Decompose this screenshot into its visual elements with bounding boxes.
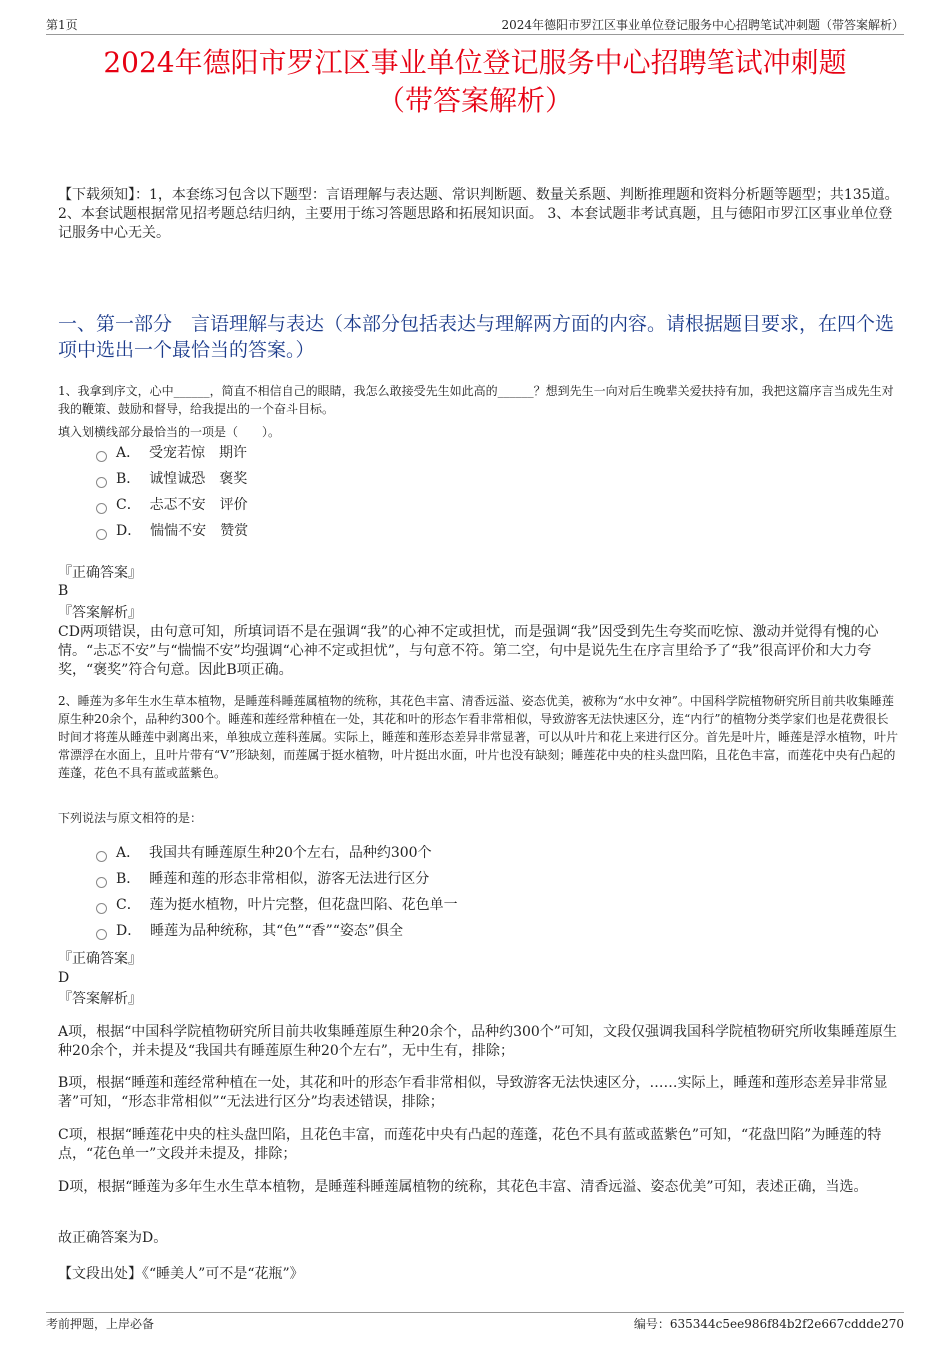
- q2-analysis-c: C项，根据“睡莲花中央的柱头盘凹陷，且花色丰富，而莲花中央有凸起的莲蓬，花色不具有蓝或蓝紫色”可知，“花盘凹陷”为睡莲的特点，“花色单一”文段并未提及，排除；: [58, 1127, 882, 1162]
- q2-option-b[interactable]: B． 睡莲和莲的形态非常相似，游客无法进行区分: [96, 868, 429, 890]
- q2-source: 【文段出处】《“睡美人”可不是“花瓶”》: [58, 1266, 304, 1282]
- q2-option-a[interactable]: A． 我国共有睡莲原生种20个左右，品种约300个: [96, 842, 432, 864]
- q1-prompt: 填入划横线部分最恰当的一项是（ ）。: [58, 425, 281, 439]
- q1-answer-label: 『正确答案』: [58, 565, 142, 581]
- q1-option-c[interactable]: C． 忐忑不安 评价: [96, 494, 248, 516]
- page-header: [46, 14, 904, 35]
- radio-icon[interactable]: [96, 903, 107, 914]
- radio-icon[interactable]: [96, 503, 107, 514]
- q2-option-d[interactable]: D． 睡莲为品种统称，其“色”“香”“姿态”俱全: [96, 920, 403, 942]
- section-heading: 一、第一部分 言语理解与表达（本部分包括表达与理解两方面的内容。请根据题目要求，在四个选项中选出一个最恰当的答案。）: [58, 313, 895, 361]
- q1-option-d[interactable]: D． 惴惴不安 赞赏: [96, 520, 248, 542]
- title-line-2: （带答案解析）: [376, 84, 573, 117]
- q2-analysis-b: B项，根据“睡莲和莲经常种植在一处，其花和叶的形态乍看非常相似，导致游客无法快速区分，……实际上，睡莲和莲形态差异非常显著”可知，“形态非常相似”“无法进行区分”均表述错误，排除；: [58, 1075, 888, 1110]
- radio-icon[interactable]: [96, 877, 107, 888]
- q1-answer: B: [58, 583, 69, 599]
- q1-analysis-label: 『答案解析』: [58, 605, 142, 621]
- footer-serial: 编号：635344c5ee986f84b2f2e667cddde270: [633, 1317, 904, 1331]
- radio-icon[interactable]: [96, 451, 107, 462]
- q1-stem: 1、我拿到序文，心中______，简直不相信自己的眼睛，我怎么敢接受先生如此高的______？想到先生一向对后生晚辈关爱扶持有加，我把这篇序言当成先生对我的鞭策、鼓励和督导，给我提出的一个奋斗目标。: [58, 384, 894, 416]
- title-line-1: 2024年德阳市罗江区事业单位登记服务中心招聘笔试冲刺题: [103, 46, 847, 79]
- radio-icon[interactable]: [96, 851, 107, 862]
- download-notice: 【下载须知】：1，本套练习包含以下题型：言语理解与表达题、常识判断题、数量关系题、判断推理题和资料分析题等题型；共135道。 2、本套试题根据常见招考题总结归纳，主要用于练习答题思路和拓展知识面。 3、本套试题非考试真题，且与德阳市罗江区事业单位登记服务中心无关。: [58, 187, 899, 241]
- q2-answer: D: [58, 970, 70, 986]
- q2-analysis-label: 『答案解析』: [58, 991, 142, 1007]
- q2-prompt: 下列说法与原文相符的是：: [58, 811, 203, 825]
- page-number: 第1页: [46, 18, 78, 32]
- footer-slogan: 考前押题，上岸必备: [46, 1317, 155, 1331]
- q2-conclusion: 故正确答案为D。: [58, 1230, 168, 1246]
- q2-option-c[interactable]: C． 莲为挺水植物，叶片完整，但花盘凹陷、花色单一: [96, 894, 458, 916]
- page-footer: [46, 1312, 904, 1333]
- q2-analysis-d: D项，根据“睡莲为多年生水生草本植物，是睡莲科睡莲属植物的统称，其花色丰富、清香远溢、姿态优美”可知，表述正确，当选。: [58, 1179, 868, 1195]
- q2-stem: 2、睡莲为多年生水生草本植物，是睡莲科睡莲属植物的统称，其花色丰富、清香远溢、姿态优美，被称为“水中女神”。中国科学院植物研究所目前共收集睡莲原生种20余个，品种约300个。睡莲和莲经常种植在一处，其花和叶的形态乍看非常相似，导致游客无法快速区分，连“内行”的植物分类学家们也是花费很长时间才将莲从睡莲中剥离出来，单独成立莲科莲属。实际上，睡莲和莲形态差异非常显著，可以从叶片和花上来进行区分。首先是叶片，睡莲是浮水植物，叶片常漂浮在水面上，且叶片带有“V”形缺刻，而莲属于挺水植物，叶片挺出水面，叶片也没有缺刻；睡莲花中央的柱头盘凹陷，且花色丰富，而莲花中央有凸起的莲蓬，花色不具有蓝或蓝紫色。: [58, 694, 899, 780]
- q2-answer-label: 『正确答案』: [58, 951, 142, 967]
- q2-analysis-a: A项，根据“中国科学院植物研究所目前共收集睡莲原生种20余个，品种约300个”可知，文段仅强调我国科学院植物研究所收集睡莲原生种20余个，并未提及“我国共有睡莲原生种20个左右”，无中生有，排除；: [58, 1024, 897, 1059]
- q1-analysis: CD两项错误，由句意可知，所填词语不是在强调“我”的心神不定或担忧，而是强调“我”因受到先生夸奖而吃惊、激动并觉得有愧的心情。“忐忑不安”与“惴惴不安”均强调“心神不定或担忧”，与句意不符。第二空，句中是说先生在序言里给予了“我”很高评价和大力夸奖，“褒奖”符合句意。因此B项正确。: [58, 624, 879, 678]
- radio-icon[interactable]: [96, 529, 107, 540]
- q1-option-a[interactable]: A． 受宠若惊 期许: [96, 442, 247, 464]
- q1-option-b[interactable]: B． 诚惶诚恐 褒奖: [96, 468, 247, 490]
- radio-icon[interactable]: [96, 477, 107, 488]
- document-title: [40, 44, 910, 120]
- header-doc-title: 2024年德阳市罗江区事业单位登记服务中心招聘笔试冲刺题（带答案解析）: [501, 18, 904, 32]
- radio-icon[interactable]: [96, 929, 107, 940]
